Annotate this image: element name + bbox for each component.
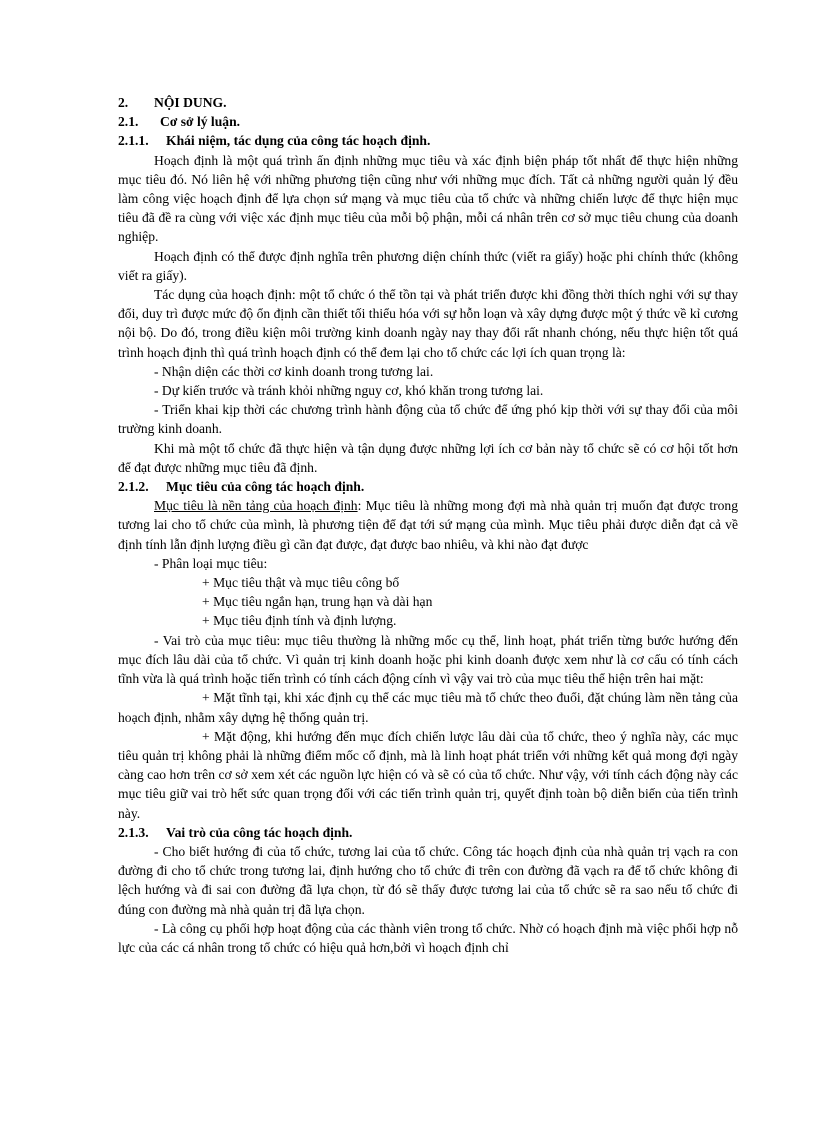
sub-bullet-item: + Mặt tĩnh tại, khi xác định cụ thể các mục tiêu mà tổ chức theo đuổi, đặt chúng làm nền tảng của hoạch định, nhằm xây dựng hệ thống quản trị. [118, 690, 738, 725]
paragraph: Hoạch định có thể được định nghĩa trên phương diện chính thức (viết ra giấy) hoặc phi chính thức (không viết ra giấy). [118, 248, 738, 283]
heading-2-1-1 [118, 131, 738, 150]
subsection-heading [118, 112, 738, 131]
paragraph: - Là công cụ phối hợp hoạt động của các thành viên trong tổ chức. Nhờ có hoạch định mà việc phối hợp nỗ lực của các cá nhân trong tổ chức có hiệu quả hơn,bởi vì hoạch định chỉ [118, 920, 738, 955]
sub-bullet-item: + Mục tiêu thật và mục tiêu công bố [202, 575, 400, 591]
paragraph: - Cho biết hướng đi của tổ chức, tương lai của tổ chức. Công tác hoạch định của nhà quản trị vạch ra con đường đi cho tổ chức trong tương lai, định hướng cho tổ chức đi trên con đường đã vạch ra để tổ chức không đi lệch hướng và đi sai con đường đã lựa chọn, từ đó sẽ thấy được tương lai của tổ chức sẽ ra sao nếu tổ chức đi đúng con đường mà nhà quản trị đã lựa chọn. [118, 843, 738, 917]
sub-bullet-item: + Mặt động, khi hướng đến mục đích chiến lược lâu dài của tổ chức, theo ý nghĩa này, các mục tiêu quản trị không phải là những điểm mốc cố định, mà là linh hoạt phát triển với những kết quả mong đợi ngày càng cao hơn trên cơ sở xem xét các nguồn lực hiện có và sẽ có của tổ chức. Như vậy, với tính cách động này các mục tiêu giữ vai trò hết sức quan trọng đối với các tiến trình quản trị, quyết định toàn bộ diễn biến của tiến trình này. [118, 728, 738, 821]
section-number: 2. [118, 95, 129, 110]
heading-2-1-3 [118, 823, 738, 842]
paragraph: Hoạch định là một quá trình ấn định những mục tiêu và xác định biện pháp tốt nhất để thực hiện những mục tiêu đó. Nó liên hệ với những phương tiện cũng như với những mục đích. Tất cả những người quản lý đều làm công việc hoạch định để lựa chọn sứ mạng và mục tiêu của tổ chức và những chiến lược để thực hiện mục tiêu đã đề ra cùng với việc xác định mục tiêu của mỗi bộ phận, mỗi cá nhân trên cơ sở mục tiêu chung của doanh nghiệp. [118, 152, 738, 245]
heading-2-1-2-number: 2.1.2. [118, 479, 149, 495]
heading-2-1-3-title: Vai trò của công tác hoạch định. [166, 824, 353, 840]
section-title: NỘI DUNG. [154, 95, 227, 110]
section-heading [118, 93, 738, 112]
bullet-item: - Phân loại mục tiêu: [154, 555, 268, 571]
subsection-title: Cơ sở lý luận. [160, 114, 241, 130]
bullet-item: - Dự kiến trước và tránh khỏi những nguy cơ, khó khăn trong tương lai. [154, 383, 544, 399]
bullet-item: - Nhận diện các thời cơ kinh doanh trong tương lai. [154, 363, 434, 379]
bullet-item: - Triển khai kịp thời các chương trình hành động của tổ chức để ứng phó kịp thời với sự thay đổi của môi trường kinh doanh. [118, 402, 738, 437]
heading-2-1-2-title: Mục tiêu của công tác hoạch định. [166, 479, 365, 495]
heading-2-1-1-number: 2.1.1. [118, 133, 149, 149]
paragraph: Tác dụng của hoạch định: một tổ chức ó thể tồn tại và phát triển được khi đồng thời thích nghi với sự thay đổi, duy trì được mức độ ổn định cần thiết tối thiểu hóa với sự hỗn loạn và xây dựng được một ý thức về kỉ cương nội bộ. Do đó, trong điều kiện môi trường kinh doanh ngày nay thay đổi rất nhanh chóng, nếu thực hiện tốt quá trình hoạch định thì quá trình hoạch định có thể đem lại cho tổ chức các lợi ích quan trọng là: [118, 287, 738, 360]
underlined-phrase: Mục tiêu là nền tảng của hoạch định [154, 498, 358, 514]
paragraph-text: : Mục tiêu là những mong đợi mà nhà quản trị muốn đạt được trong tương lai cho tổ chức của mình, là phương tiện để đạt tới sứ mạng của mình. Mục tiêu phải được diễn đạt cả về định tính lẫn định lượng điều gì cần đạt được, đạt được bao nhiêu, và khi nào đạt được [118, 498, 739, 552]
heading-2-1-1-title: Khái niệm, tác dụng của công tác hoạch định. [166, 133, 431, 149]
document-page [118, 93, 738, 957]
heading-2-1-2 [118, 477, 738, 496]
paragraph: Khi mà một tổ chức đã thực hiện và tận dụng được những lợi ích cơ bản này tổ chức sẽ có cơ hội tốt hơn để đạt được những mục tiêu đã định. [118, 440, 738, 475]
paragraph [118, 496, 738, 554]
sub-bullet-item: + Mục tiêu ngắn hạn, trung hạn và dài hạn [202, 594, 433, 610]
heading-2-1-3-number: 2.1.3. [118, 824, 149, 840]
sub-bullet-item: + Mục tiêu định tính và định lượng. [202, 613, 397, 629]
subsection-number: 2.1. [118, 114, 139, 130]
paragraph: - Vai trò của mục tiêu: mục tiêu thường là những mốc cụ thể, linh hoạt, phát triển từng bước hướng đến mục đích lâu dài của tổ chức. Vì quản trị kinh doanh hoặc phi kinh doanh được xem như là cơ cấu có tính cách tĩnh vừa là quá trình hoặc tiến trình có tính cách động cính vì vậy vai trò của mục tiêu thể hiện trên hai mặt: [118, 632, 738, 687]
